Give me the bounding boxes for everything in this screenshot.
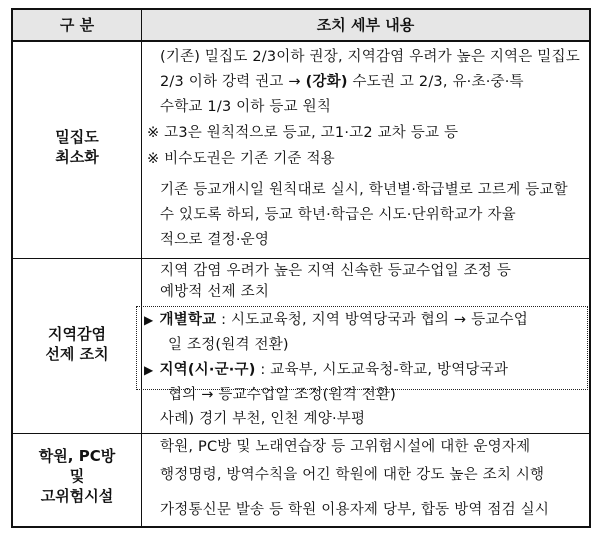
row3-category [13, 446, 141, 506]
row1-category-text: 밀집도 최소화 [55, 128, 99, 166]
row2-item1-text: : 시도교육청, 지역 방역당국과 협의 → 등교수업 [216, 312, 528, 328]
row1-strengthened: (강화) [305, 74, 348, 90]
row1-note1: ※ 고3은 원칙적으로 등교, 고1·고2 교차 등교 등 [147, 125, 459, 141]
row2-item1 [144, 310, 528, 330]
row1-line6: 적으로 결정·운영 [160, 232, 270, 248]
row1-line3: 수학교 1/3 이하 등교 원칙 [160, 99, 332, 115]
row2-item1-cont: 일 조정(원격 전환) [168, 337, 289, 353]
measures-table [11, 8, 591, 528]
row2-category-text: 지역감염 선제 조치 [45, 325, 109, 363]
row2-line2: 예방적 선제 조치 [160, 284, 270, 300]
row2-item2 [144, 360, 508, 380]
triangle-bullet-icon: ▶ [144, 313, 154, 327]
row1-line2b: 수도권 고 2/3, 유·초·중·특 [347, 74, 524, 90]
row2-example: 사례) 경기 부천, 인천 계양·부평 [160, 411, 366, 427]
row3-category-text: 학원, PC방 및 고위험시설 [38, 447, 116, 505]
table-header [13, 10, 589, 42]
row1-line5: 수 있도록 하되, 등교 학년·학급은 시도·단위학교가 자율 [160, 207, 516, 223]
row2-category [13, 324, 141, 364]
row1-line2a: 2/3 이하 강력 권고 → [160, 74, 306, 90]
header-details: 조치 세부 내용 [316, 16, 415, 34]
header-category: 구 분 [13, 10, 142, 40]
row2-item2-title: 지역(시·군·구) [159, 362, 256, 378]
row1-line4: 기존 등교개시일 원칙대로 실시, 학년별·학급별로 고르게 등교할 [160, 182, 568, 198]
row2-item1-title: 개별학교 [159, 312, 217, 328]
row2-item2-text: : 교육부, 시도교육청-학교, 방역당국과 [255, 362, 509, 378]
row2-line1: 지역 감염 우려가 높은 지역 신속한 등교수업일 조정 등 [160, 263, 512, 279]
row1-line2 [160, 72, 524, 92]
row1-note2: ※ 비수도권은 기존 기준 적용 [147, 151, 335, 167]
row-divider-1 [13, 258, 589, 259]
row3-line3: 가정통신문 발송 등 학원 이용자제 당부, 합동 방역 점검 실시 [160, 502, 550, 518]
triangle-bullet-icon: ▶ [144, 363, 154, 377]
row-divider-2 [13, 433, 589, 434]
row3-line2: 행정명령, 방역수칙을 어긴 학원에 대한 강도 높은 조치 시행 [160, 467, 545, 483]
column-divider [141, 40, 142, 526]
row2-item2-cont: 협의 → 등교수업일 조정(원격 전환) [168, 387, 396, 403]
row3-line1: 학원, PC방 및 노래연습장 등 고위험시설에 대한 운영자제 [160, 439, 531, 455]
row1-line1: (기존) 밀집도 2/3이하 권장, 지역감염 우려가 높은 지역은 밀집도 [160, 49, 580, 65]
row1-category [13, 127, 141, 167]
